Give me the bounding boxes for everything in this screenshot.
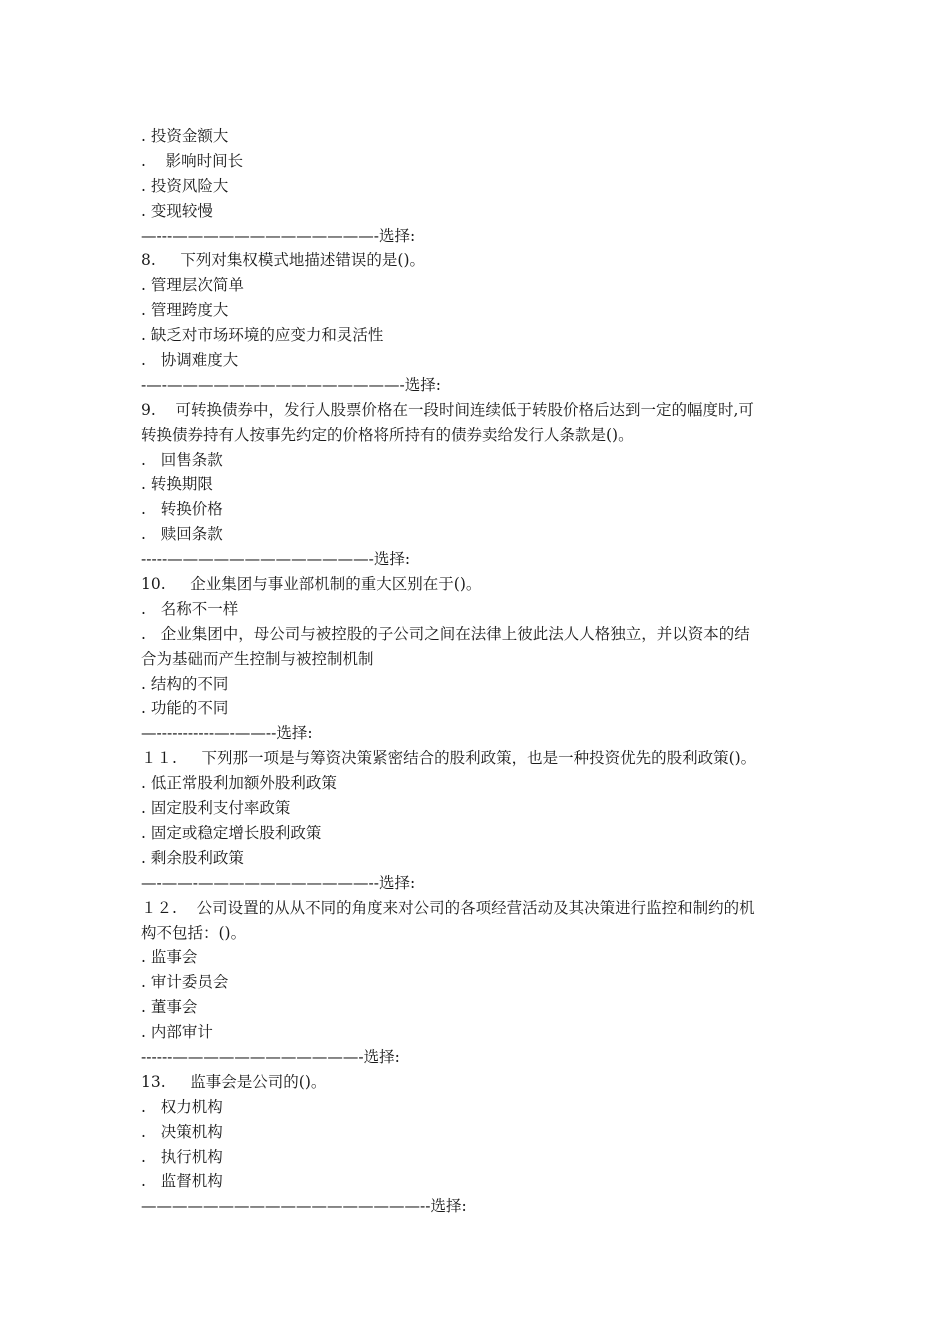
option-line: . 监事会 — [141, 948, 198, 967]
answer-separator: —-----------—-——--选择: — [141, 724, 313, 743]
question-11: １１. 下列那一项是与筹资决策紧密结合的股利政策，也是一种投资优先的股利政策()。 — [141, 749, 757, 768]
option-line: . 监督机构 — [141, 1172, 223, 1191]
answer-separator: -----—————————————-选择: — [141, 550, 411, 569]
option-line: . 缺乏对市场环境的应变力和灵活性 — [141, 326, 384, 345]
answer-separator: ——————————————————--选择: — [141, 1197, 467, 1216]
answer-separator: ------————————————-选择: — [141, 1047, 400, 1066]
option-line: . 影响时间长 — [141, 151, 244, 170]
option-line: . 内部审计 — [141, 1023, 213, 1042]
option-line: . 低正常股利加额外股利政策 — [141, 774, 337, 793]
option-line: . 企业集团中，母公司与被控股的子公司之间在法律上彼此法人人格独立，并以资本的结 — [141, 624, 750, 643]
question-12: １２. 公司设置的从从不同的角度来对公司的各项经营活动及其决策进行监控和制约的机 — [141, 898, 755, 917]
option-line: . 回售条款 — [141, 450, 223, 469]
option-line: . 固定股利支付率政策 — [141, 799, 291, 818]
option-line: . 权力机构 — [141, 1097, 223, 1116]
option-line: . 转换价格 — [141, 500, 223, 519]
option-line: . 协调难度大 — [141, 351, 239, 370]
option-line: . 决策机构 — [141, 1122, 223, 1141]
option-line: . 赎回条款 — [141, 525, 223, 544]
option-line: . 结构的不同 — [141, 674, 229, 693]
option-line: . 功能的不同 — [141, 699, 229, 718]
option-line: . 执行机构 — [141, 1147, 223, 1166]
answer-separator: -—-———————————————-选择: — [141, 375, 441, 394]
option-line: . 固定或稳定增长股利政策 — [141, 823, 322, 842]
option-line: . 董事会 — [141, 998, 198, 1017]
option-line: . 管理层次简单 — [141, 276, 244, 295]
option-line: . 审计委员会 — [141, 973, 229, 992]
question-9-continued: 转换债券持有人按事先约定的价格将所持有的债券卖给发行人条款是()。 — [141, 425, 634, 444]
option-line: . 投资风险大 — [141, 176, 229, 195]
answer-separator: —-——-———————————--选择: — [141, 873, 416, 892]
question-8: 8. 下列对集权模式地描述错误的是()。 — [141, 251, 426, 270]
option-line: . 变现较慢 — [141, 201, 213, 220]
option-line: . 名称不一样 — [141, 599, 239, 618]
question-9: 9. 可转换债券中，发行人股票价格在一段时间连续低于转股价格后达到一定的幅度时,可 — [141, 400, 754, 419]
question-12-continued: 构不包括：()。 — [141, 923, 247, 942]
question-13: 13. 监事会是公司的()。 — [141, 1072, 327, 1091]
option-line: . 剩余股利政策 — [141, 848, 244, 867]
answer-separator: —---—————————————-选择: — [141, 226, 416, 245]
question-10: 10. 企业集团与事业部机制的重大区别在于()。 — [141, 575, 482, 594]
document-page — [141, 124, 821, 1219]
option-line: . 投资金额大 — [141, 127, 229, 145]
option-line: . 管理跨度大 — [141, 301, 229, 320]
option-line: . 转换期限 — [141, 475, 213, 494]
option-line-continued: 合为基础而产生控制与被控制机制 — [141, 649, 374, 668]
